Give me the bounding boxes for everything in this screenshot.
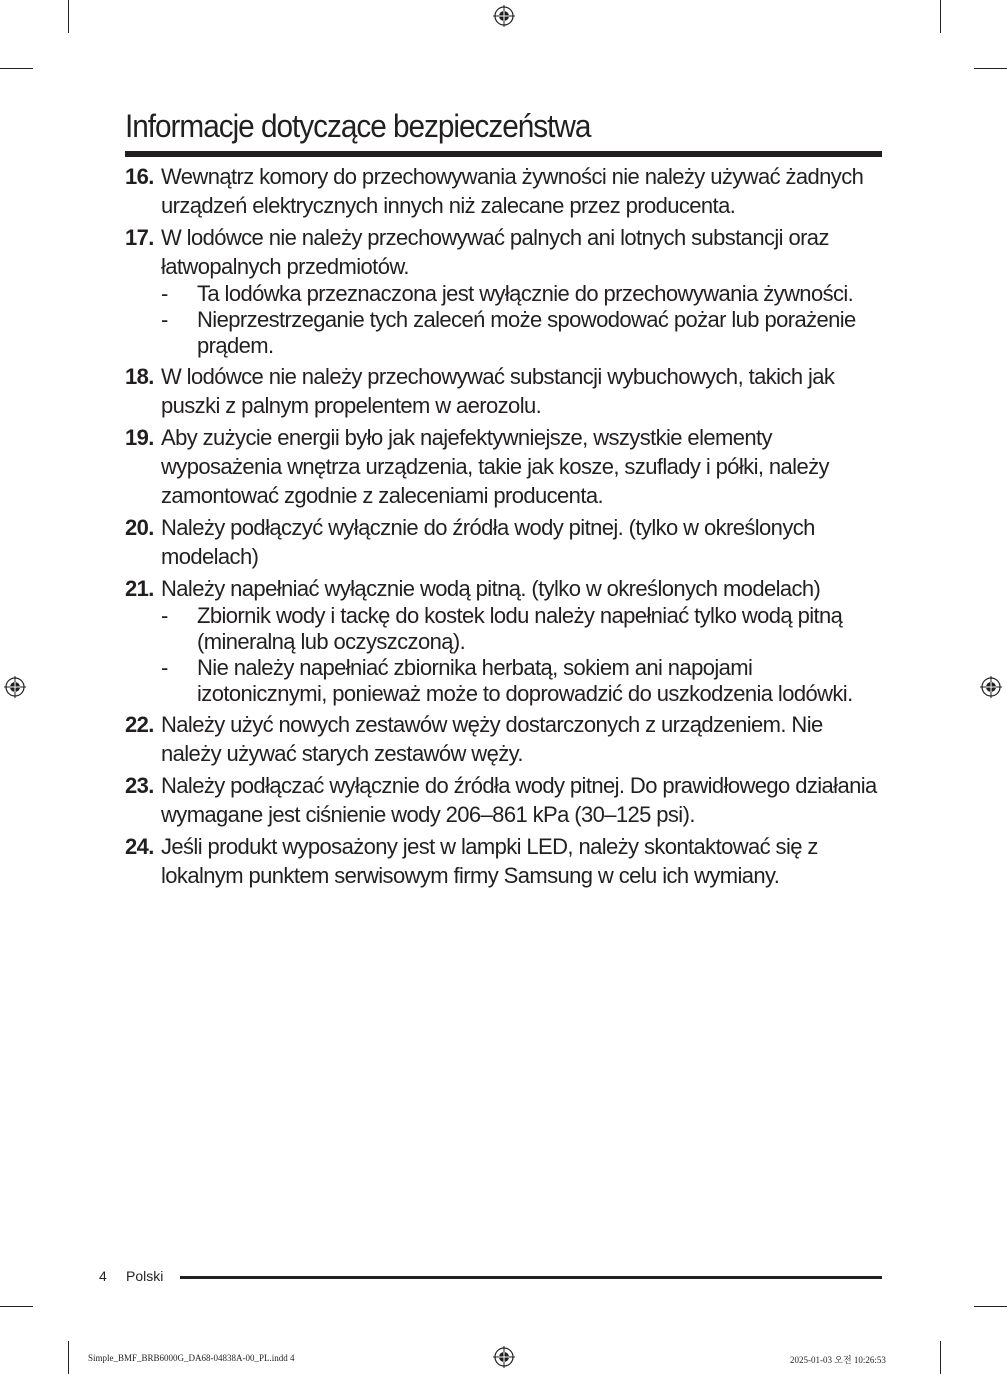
dash-bullet: - — [161, 307, 168, 332]
footer-rule — [180, 1276, 882, 1279]
list-item — [125, 710, 885, 768]
list-item — [125, 223, 885, 359]
item-number: 17. — [125, 225, 154, 250]
item-text: Należy użyć nowych zestawów węży dostarczonych z urządzeniem. Nie należy używać starych zestawów węży. — [161, 712, 823, 766]
crop-mark — [974, 68, 1007, 69]
title-rule — [125, 151, 882, 157]
crop-mark — [940, 1341, 941, 1374]
sub-item-text: Ta lodówka przeznaczona jest wyłącznie do przechowywania żywności. — [197, 281, 854, 306]
dash-bullet: - — [161, 281, 168, 306]
item-number: 19. — [125, 425, 154, 450]
item-number: 21. — [125, 576, 154, 601]
sub-item — [161, 281, 885, 307]
item-text: Należy napełniać wyłącznie wodą pitną. (tylko w określonych modelach) — [161, 576, 821, 601]
item-text: Należy podłączyć wyłącznie do źródła wody pitnej. (tylko w określonych modelach) — [161, 515, 815, 569]
sub-item — [161, 655, 885, 707]
dash-bullet: - — [161, 655, 168, 680]
list-item — [125, 513, 885, 571]
item-number: 20. — [125, 515, 154, 540]
list-item — [125, 832, 885, 890]
sub-item-text: Nie należy napełniać zbiornika herbatą, sokiem ani napojami izotonicznymi, ponieważ może to doprowadzić do uszkodzenia lodówki. — [197, 655, 853, 706]
item-text: W lodówce nie należy przechowywać substancji wybuchowych, takich jak puszki z palnym propelentem w aerozolu. — [161, 364, 835, 418]
footer-language: Polski — [126, 1268, 164, 1284]
crop-mark — [0, 68, 33, 69]
list-item — [125, 362, 885, 420]
list-item — [125, 771, 885, 829]
crop-mark — [0, 1306, 33, 1307]
item-number: 22. — [125, 712, 154, 737]
crop-mark — [68, 1341, 69, 1374]
item-text: Wewnątrz komory do przechowywania żywności nie należy używać żadnych urządzeń elektrycznych innych niż zalecane przez producenta. — [161, 164, 864, 218]
item-text: Aby zużycie energii było jak najefektywniejsze, wszystkie elementy wyposażenia wnętrza urządzenia, takie jak kosze, szuflady i półki, należy zamontować zgodnie z zaleceniami producenta. — [161, 425, 829, 508]
print-slug-date: 2025-01-03 오전 10:26:53 — [790, 1355, 886, 1365]
crop-mark — [940, 0, 941, 33]
registration-mark-icon — [4, 676, 26, 698]
sub-item-text: Nieprzestrzeganie tych zaleceń może spowodować pożar lub porażenie prądem. — [197, 307, 856, 358]
sub-item — [161, 307, 885, 359]
crop-mark — [974, 1306, 1007, 1307]
sub-item — [161, 603, 885, 655]
crop-mark — [68, 0, 69, 33]
item-text: W lodówce nie należy przechowywać palnych ani lotnych substancji oraz łatwopalnych przedmiotów. — [161, 225, 829, 279]
list-item — [125, 574, 885, 707]
registration-mark-icon — [493, 5, 515, 27]
list-item — [125, 162, 885, 220]
list-item — [125, 423, 885, 510]
registration-mark-icon — [493, 1346, 515, 1368]
sub-item-text: Zbiornik wody i tackę do kostek lodu należy napełniać tylko wodą pitną (mineralną lub oczyszczoną). — [197, 603, 843, 654]
item-text: Jeśli produkt wyposażony jest w lampki LED, należy skontaktować się z lokalnym punktem serwisowym firmy Samsung w celu ich wymiany. — [161, 834, 818, 888]
item-number: 24. — [125, 834, 154, 859]
item-text: Należy podłączać wyłącznie do źródła wody pitnej. Do prawidłowego działania wymagane jest ciśnienie wody 206–861 kPa (30–125 psi). — [161, 773, 877, 827]
dash-bullet: - — [161, 603, 168, 628]
page-number: 4 — [99, 1268, 107, 1284]
safety-list — [125, 162, 885, 893]
registration-mark-icon — [980, 676, 1002, 698]
item-number: 23. — [125, 773, 154, 798]
item-number: 18. — [125, 364, 154, 389]
item-number: 16. — [125, 164, 154, 189]
page-title: Informacje dotyczące bezpieczeństwa — [125, 108, 591, 144]
print-slug-file: Simple_BMF_BRB6000G_DA68-04838A-00_PL.indd 4 — [88, 1353, 295, 1363]
